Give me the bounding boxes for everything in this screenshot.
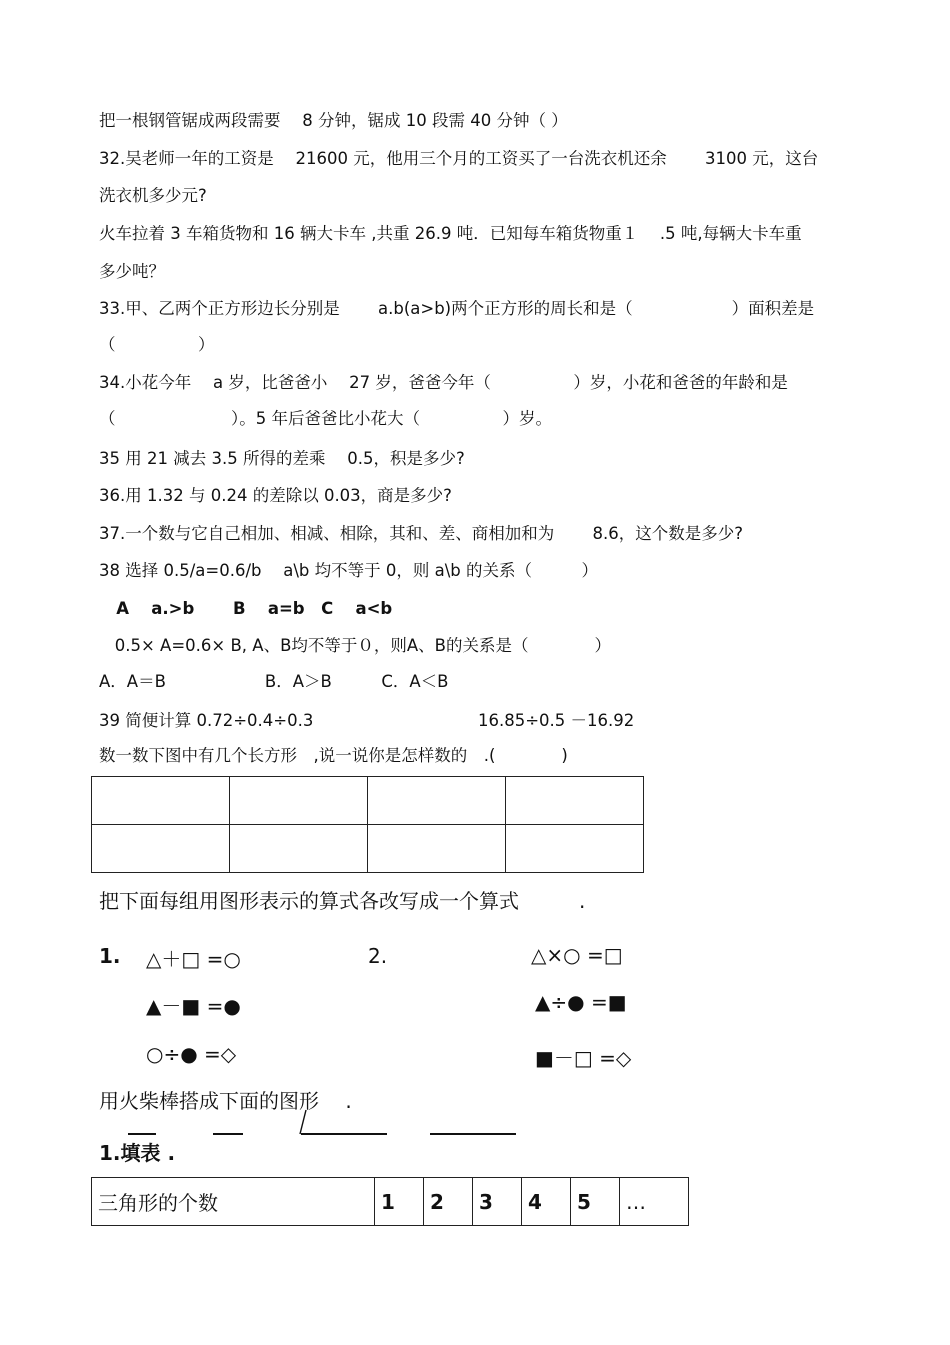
grid-cell xyxy=(368,825,506,873)
question-38-options: A a.>b B a=b C a<b xyxy=(99,599,393,618)
table-cell: 4 xyxy=(522,1178,571,1226)
group-2-eq-3: ■－□ =◇ xyxy=(535,1046,632,1070)
question-39-left: 39 简便计算 0.72÷0.4÷0.3 xyxy=(99,711,314,730)
train-question: 火车拉着 3 车箱货物和 16 辆大卡车 ,共重 26.9 吨．已知每车箱货物重１ .5 吨,每辆大卡车重 xyxy=(99,224,802,243)
table-cell: 2 xyxy=(424,1178,473,1226)
group-1-eq-1: △＋□ =○ xyxy=(146,947,241,971)
table-header-cell: 三角形的个数 xyxy=(92,1178,375,1226)
fill-table-title: 1.填表 . xyxy=(99,1141,176,1165)
line-1: 把一根钢管锯成两段需要 8 分钟，锯成 10 段需 40 分钟（ ） xyxy=(99,111,568,130)
question-35: 35 用 21 减去 3.5 所得的差乘 0.5，积是多少? xyxy=(99,449,465,468)
question-34-cont: （ ）。5 年后爸爸比小花大（ ）岁。 xyxy=(99,409,552,428)
question-34: 34.小花今年 a 岁，比爸爸小 27 岁，爸爸今年（ ）岁，小花和爸爸的年龄和是 xyxy=(99,373,788,392)
question-38b: 0.5× A=0.6× B, A、B均不等于０，则A、B的关系是（ ） xyxy=(99,636,611,655)
question-36: 36.用 1.32 与 0.24 的差除以 0.03，商是多少? xyxy=(99,486,452,505)
question-37: 37.一个数与它自己相加、相减、相除，其和、差、商相加和为 8.6，这个数是多少? xyxy=(99,524,743,543)
question-32-cont: 洗衣机多少元? xyxy=(99,186,207,205)
question-39-right: 数一数下图中有几个长方形 ,说一说你是怎样数的 .( ) xyxy=(99,746,568,765)
table-cell: 1 xyxy=(375,1178,424,1226)
group-1-eq-3: ○÷● =◇ xyxy=(146,1042,237,1066)
table-cell: 3 xyxy=(473,1178,522,1226)
triangle-table xyxy=(91,1177,689,1226)
train-question-cont: 多少吨？ xyxy=(99,262,165,281)
grid-cell xyxy=(92,825,230,873)
question-33: 33.甲、乙两个正方形边长分别是 a.b(a>b)两个正方形的周长和是（ ）面积差是 xyxy=(99,299,815,318)
section-title-rewrite: 把下面每组用图形表示的算式各改写成一个算式 . xyxy=(99,889,586,913)
question-39-calc2: 16.85÷0.5 －16.92 xyxy=(478,711,635,730)
grid-cell xyxy=(230,825,368,873)
grid-cell xyxy=(506,777,644,825)
question-32: 32.吴老师一年的工资是 21600 元，他用三个月的工资买了一台洗衣机还余 3100 元，这台 xyxy=(99,149,819,168)
group-2-number: 2. xyxy=(368,944,388,968)
table-cell: … xyxy=(620,1178,689,1226)
group-2-eq-1: △×○ =□ xyxy=(531,943,623,967)
grid-cell xyxy=(92,777,230,825)
table-cell: 5 xyxy=(571,1178,620,1226)
section-title-matchsticks: 用火柴棒搭成下面的图形 . xyxy=(99,1089,352,1113)
question-33-cont: （ ） xyxy=(99,335,215,354)
rectangle-grid xyxy=(91,776,644,873)
question-38: 38 选择 0.5/a=0.6/b a\b 均不等于 0，则 a\b 的关系（ ） xyxy=(99,561,599,580)
grid-cell xyxy=(368,777,506,825)
group-1-eq-2: ▲－■ =● xyxy=(146,994,241,1018)
group-2-eq-2: ▲÷● =■ xyxy=(535,990,627,1014)
grid-cell xyxy=(230,777,368,825)
matchstick-diagonal xyxy=(296,1108,310,1136)
question-38b-options: A．A＝B B．A＞B C．A＜B xyxy=(99,672,449,691)
grid-cell xyxy=(506,825,644,873)
group-1-number: 1. xyxy=(99,944,121,968)
